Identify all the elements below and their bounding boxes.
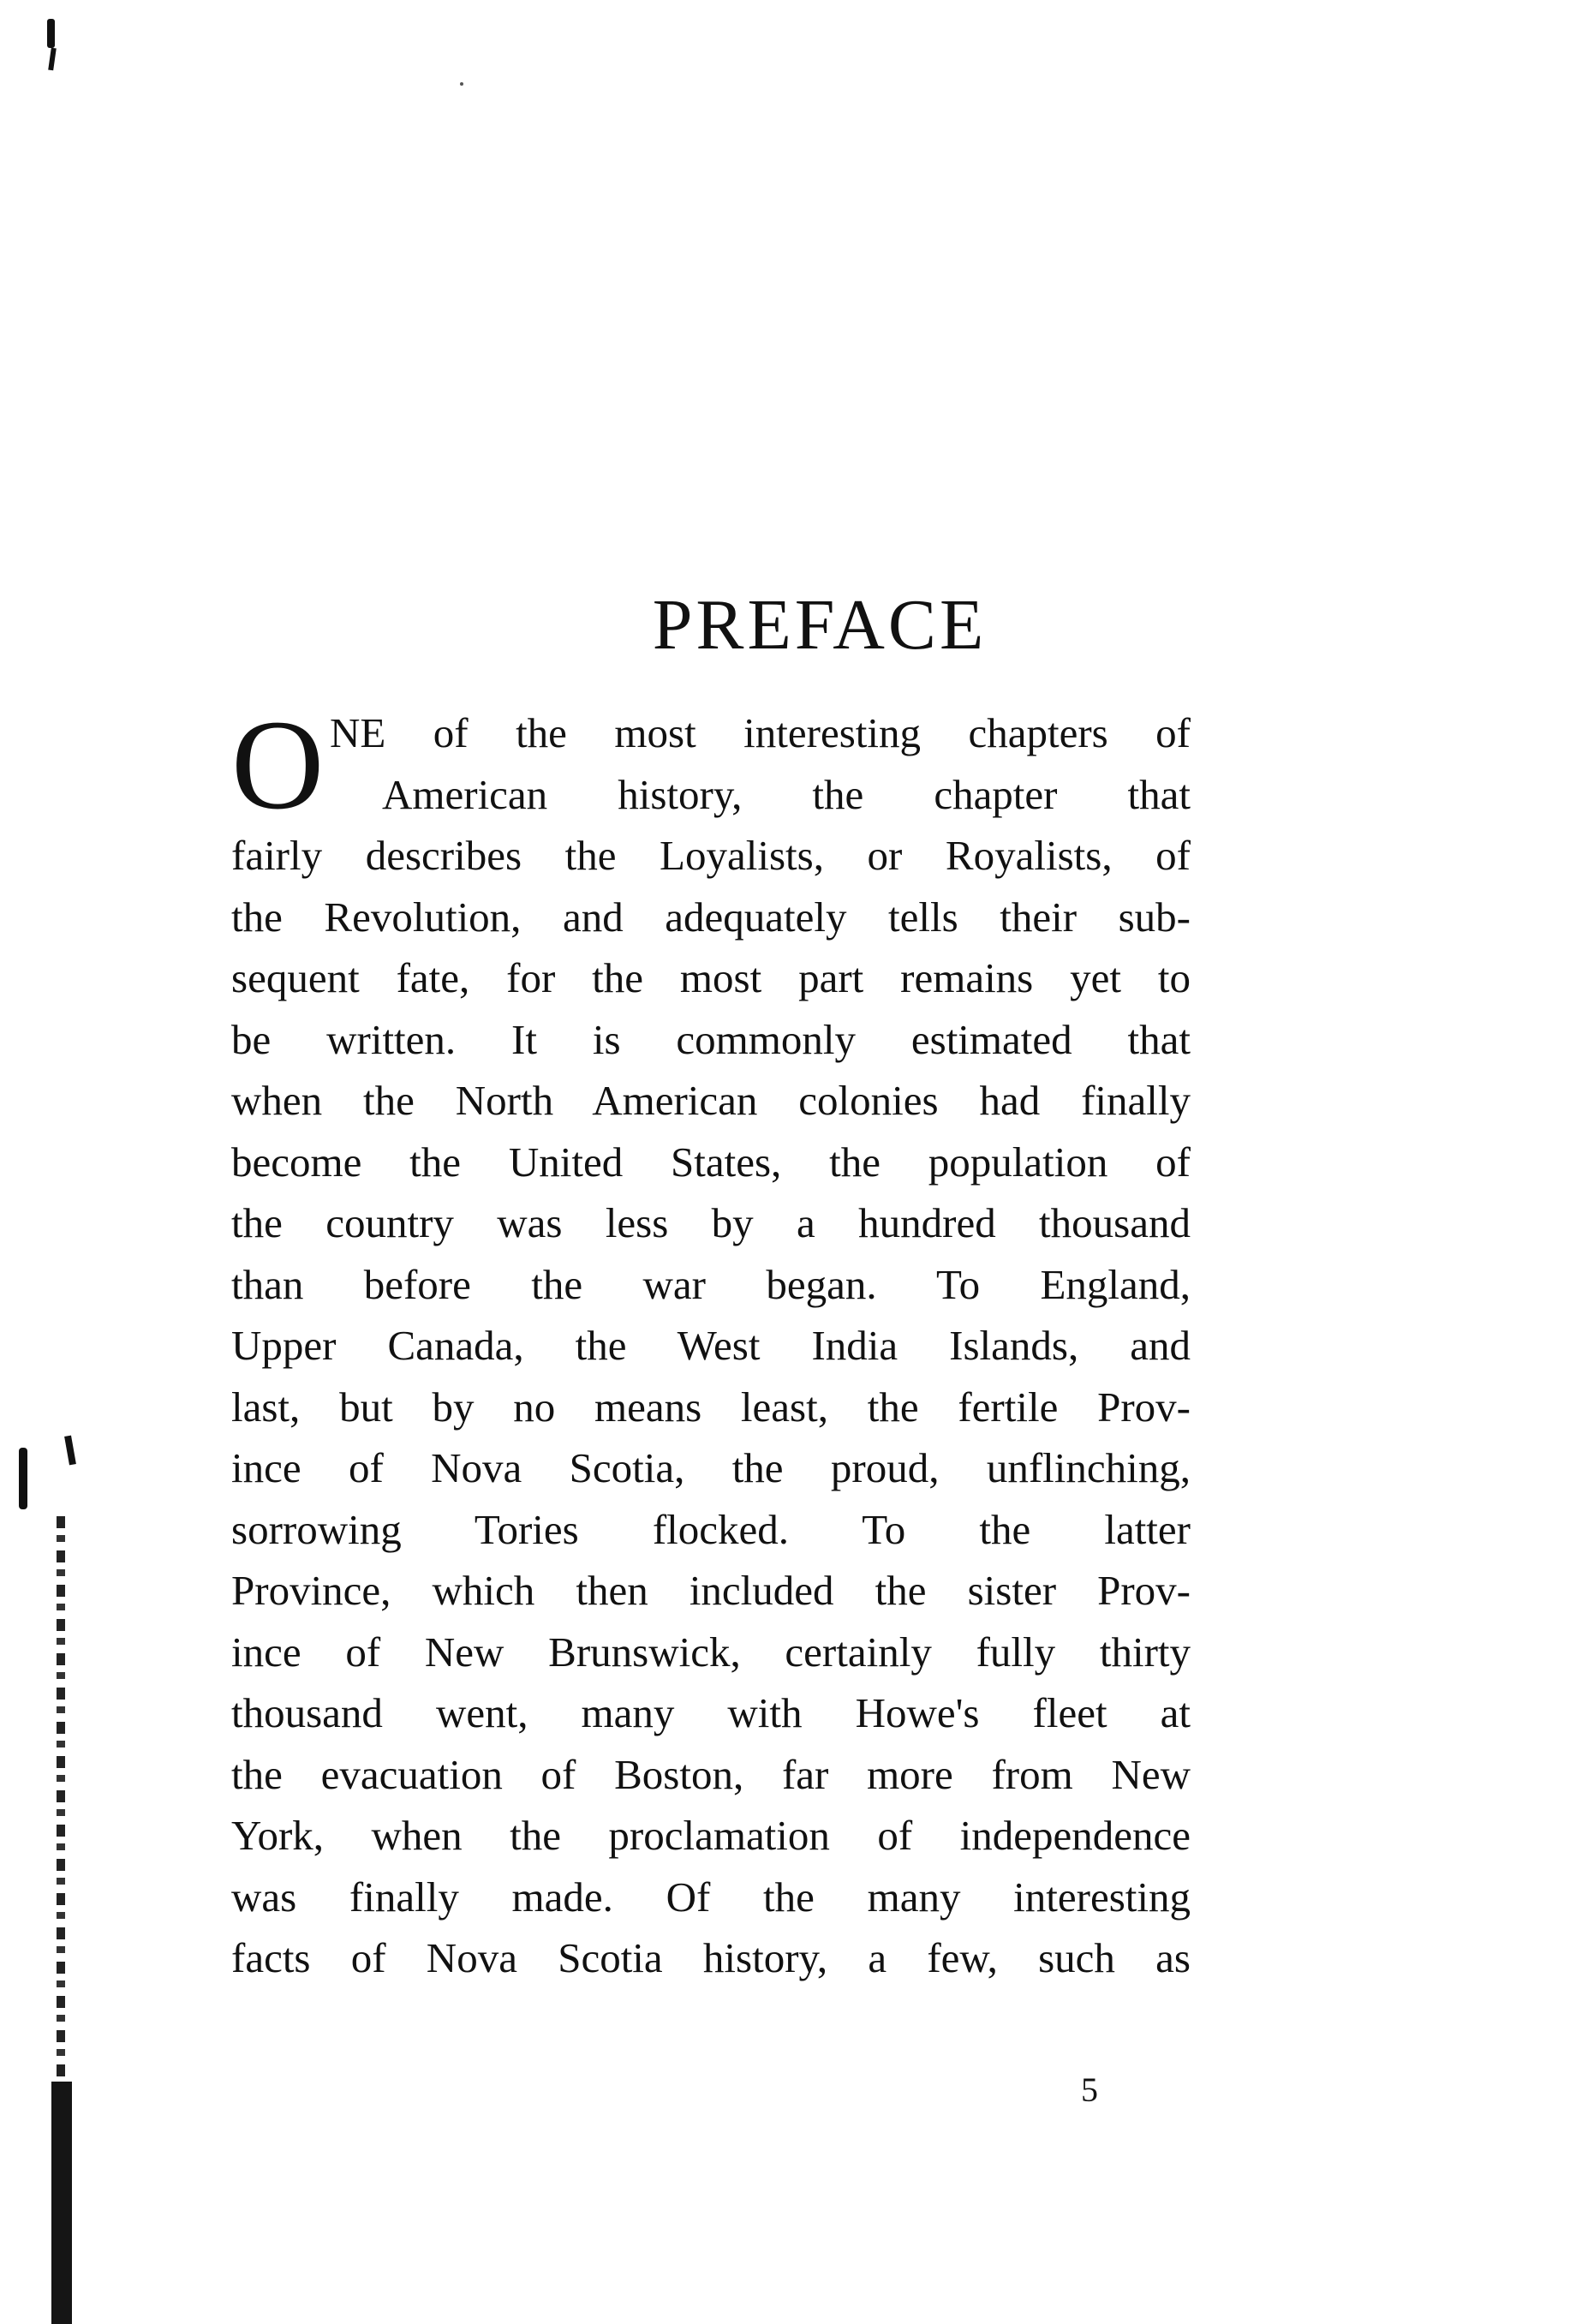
page-number: 5 [1081,2070,1098,2109]
text-line: sorrowing Tories flocked. To the latter [231,1505,1191,1553]
text-line: NE of the most interesting chapters of [330,709,1191,756]
preface-body [231,694,1191,1989]
text-line: the evacuation of Boston, far more from New [231,1750,1191,1798]
text-line: the Revolution, and adequately tells their sub- [231,893,1191,941]
binding-edge [51,2082,72,2324]
text-line: last, but by no means least, the fertile Prov- [231,1383,1191,1431]
text-line: thousand went, many with Howe's fleet at [231,1689,1191,1736]
text-line: ince of Nova Scotia, the proud, unflinching, [231,1444,1191,1491]
text-line: Upper Canada, the West India Islands, and [231,1322,1191,1369]
text-line: become the United States, the population of [231,1138,1191,1186]
scan-artifact [460,82,463,86]
text-line: the country was less by a hundred thousand [231,1199,1191,1246]
text-line: sequent fate, for the most part remains yet to [231,954,1191,1001]
text-line: American history, the chapter that [382,770,1191,818]
text-line: ince of New Brunswick, certainly fully thirty [231,1628,1191,1676]
scan-artifact [48,48,57,71]
scan-artifact [19,1448,27,1509]
page-title: PREFACE [652,585,988,665]
text-line: was finally made. Of the many interesting [231,1873,1191,1921]
text-line: when the North American colonies had finally [231,1077,1191,1124]
text-line: York, when the proclamation of independence [231,1812,1191,1859]
text-line: fairly describes the Loyalists, or Royalists, of [231,832,1191,879]
scan-artifact [47,19,55,48]
text-line: than before the war began. To England, [231,1260,1191,1308]
drop-cap: O [231,694,325,836]
text-line: facts of Nova Scotia history, a few, such as [231,1934,1191,1981]
scan-artifact [64,1436,76,1466]
text-line: Province, which then included the sister Prov- [231,1567,1191,1614]
text-line: be written. It is commonly estimated that [231,1015,1191,1063]
